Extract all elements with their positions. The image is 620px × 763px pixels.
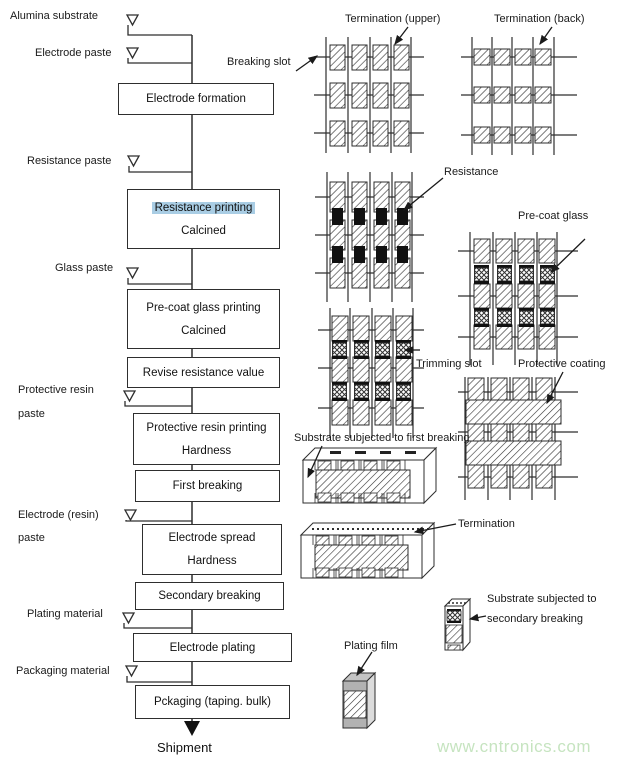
input-label-protective-resin-2: paste xyxy=(18,408,45,420)
input-label-resistance-paste: Resistance paste xyxy=(27,155,112,167)
funnel-icon xyxy=(128,156,139,166)
grid-resistance xyxy=(315,172,424,302)
highlighted-text: Resistance printing xyxy=(152,202,256,214)
input-label-electrode-paste: Electrode paste xyxy=(35,47,112,59)
shipment-arrow-icon xyxy=(184,721,200,736)
input-label-glass-paste: Glass paste xyxy=(55,262,114,274)
input-label-alumina-substrate: Alumina substrate xyxy=(10,10,99,22)
input-label-electrode-resin-2: paste xyxy=(18,532,45,544)
step-box-resistance-printing: Resistance printing Calcined xyxy=(127,189,280,249)
annotation-resistance: Resistance xyxy=(444,166,499,178)
step-box-electrode-plating: Electrode plating xyxy=(133,633,292,662)
input-label-electrode-resin: Electrode (resin) xyxy=(18,509,99,521)
annotation-substrate-secondary-1: Substrate subjected to xyxy=(487,593,597,605)
grid-protective-coating xyxy=(458,377,578,500)
grid-trimming-slot xyxy=(318,308,424,438)
annotation-pre-coat-glass: Pre-coat glass xyxy=(518,210,589,222)
funnel-icon xyxy=(124,391,135,401)
annotation-substrate-secondary-2: secondary breaking xyxy=(487,613,584,625)
watermark: www.cntronics.com xyxy=(437,737,591,756)
funnel-icon xyxy=(127,15,138,25)
funnel-icon xyxy=(123,613,134,623)
annotation-breaking-slot: Breaking slot xyxy=(227,56,291,68)
step-box-protective-resin-printing: Protective resin printing Hardness xyxy=(133,413,280,465)
annotation-termination-back: Termination (back) xyxy=(494,13,585,25)
step-box-electrode-spread: Electrode spread Hardness xyxy=(142,524,282,575)
funnel-icon xyxy=(125,510,136,520)
funnel-icon xyxy=(126,666,137,676)
funnel-icon xyxy=(127,268,138,278)
substrate-first-breaking-3d xyxy=(303,448,436,503)
annotation-plating-film: Plating film xyxy=(344,640,398,652)
shipment-label: Shipment xyxy=(157,740,212,755)
secondary-breaking-chip-3d xyxy=(445,599,470,650)
grid-pre-coat-glass xyxy=(458,232,578,365)
input-label-protective-resin: Protective resin xyxy=(18,384,94,396)
grid-termination-back xyxy=(461,37,577,155)
annotation-substrate-first-breaking: Substrate subjected to first breaking xyxy=(294,432,470,444)
funnel-icon xyxy=(127,48,138,58)
input-label-plating-material: Plating material xyxy=(27,608,103,620)
annotation-termination: Termination xyxy=(458,518,515,530)
step-box-first-breaking: First breaking xyxy=(135,470,280,502)
plating-film-chip-3d xyxy=(343,673,375,728)
annotation-termination-upper: Termination (upper) xyxy=(345,13,441,25)
annotation-protective-coating: Protective coating xyxy=(518,358,606,370)
step-box-revise-resistance-value: Revise resistance value xyxy=(127,357,280,388)
step-box-packaging: Pckaging (taping. bulk) xyxy=(135,685,290,719)
input-label-packaging-material: Packaging material xyxy=(16,665,110,677)
grid-termination-upper xyxy=(314,37,424,153)
annotation-trimming-slot: Trimming slot xyxy=(416,358,482,370)
termination-bar-3d xyxy=(301,523,434,578)
step-box-electrode-formation: Electrode formation xyxy=(118,83,274,115)
step-box-pre-coat-glass-printing: Pre-coat glass printing Calcined xyxy=(127,289,280,349)
step-box-secondary-breaking: Secondary breaking xyxy=(135,582,284,610)
